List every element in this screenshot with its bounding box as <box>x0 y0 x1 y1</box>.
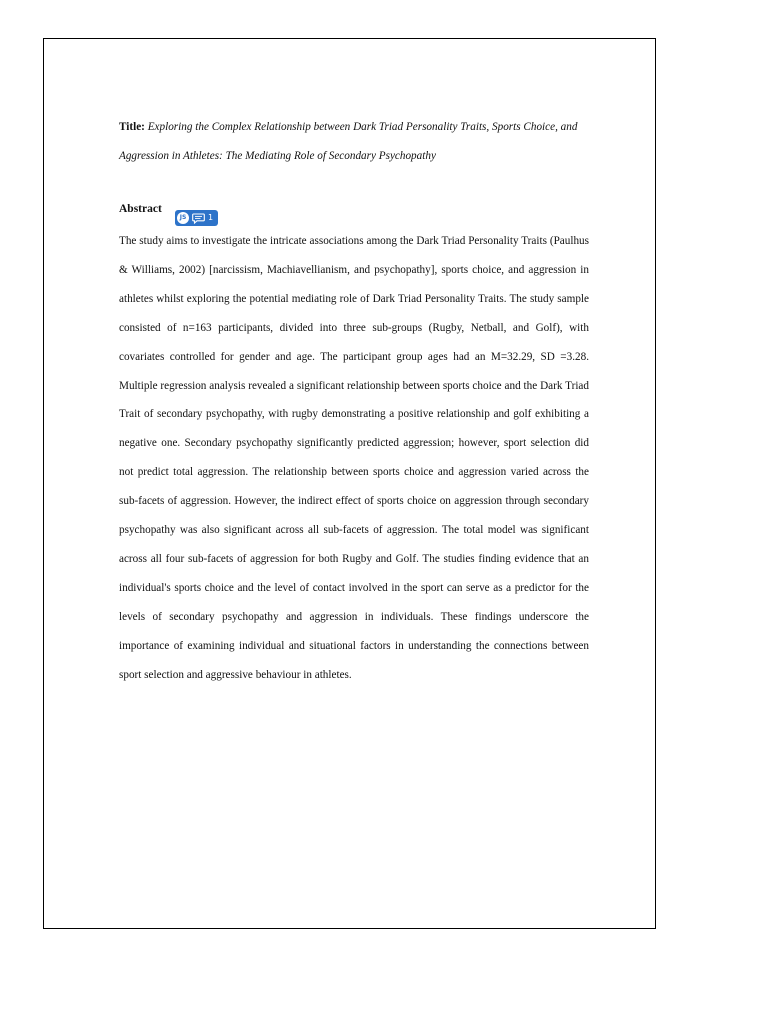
abstract-heading-row <box>119 201 589 223</box>
title-block <box>119 113 589 171</box>
comment-badge[interactable] <box>175 210 218 226</box>
comment-count: 1 <box>208 213 214 222</box>
abstract-heading: Abstract <box>119 203 162 215</box>
title-label: Title: <box>119 121 145 133</box>
comment-icon <box>192 213 205 224</box>
commenter-avatar: JS <box>177 212 189 224</box>
abstract-body: The study aims to investigate the intricate associations among the Dark Triad Personality Traits (Paulhus & Williams, 2002) [narcissism, Machiavellianism, and psychopathy], sports choice, and aggression in athletes whilst exploring the potential mediating role of Dark Triad Personality Traits. The study sample consisted of n=163 participants, divided into three sub-groups (Rugby, Netball, and Golf), with covariates controlled for gender and age. The participant group ages had an M=32.29, SD =3.28. Multiple regression analysis revealed a significant relationship between sports choice and the Dark Triad Trait of secondary psychopathy, with rugby demonstrating a positive relationship and golf exhibiting a negative one. Secondary psychopathy significantly predicted aggression; however, sport selection did not predict total aggression. The relationship between sports choice and aggression varied across the sub-facets of aggression. However, the indirect effect of sports choice on aggression through secondary psychopathy was also significant across all sub-facets of aggression. The total model was significant across all four sub-facets of aggression for both Rugby and Golf. The studies finding evidence that an individual's sports choice and the level of contact involved in the sport can serve as a predictor for the levels of secondary psychopathy and aggression in individuals. These findings underscore the importance of examining individual and situational factors in understanding the connections between sport selection and aggressive behaviour in athletes. <box>119 235 589 681</box>
title-text: Exploring the Complex Relationship between Dark Triad Personality Traits, Sports Choice, and Aggression in Athletes: The Mediating Role of Secondary Psychopathy <box>119 121 578 162</box>
document-page <box>43 38 656 929</box>
